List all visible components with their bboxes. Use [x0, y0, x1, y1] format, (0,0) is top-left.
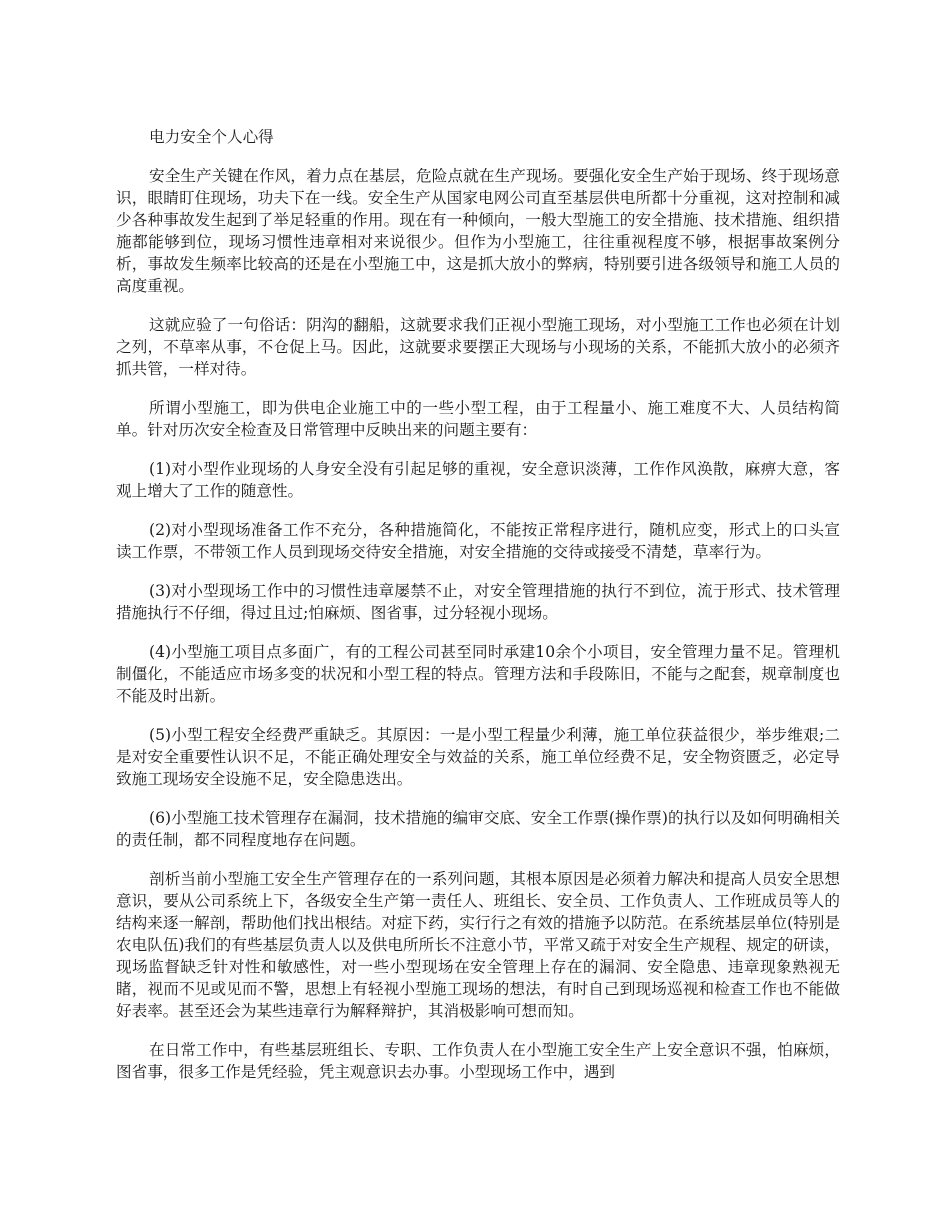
paragraph-issue-6: (6)小型施工技术管理存在漏洞，技术措施的编审交底、安全工作票(操作票)的执行以及如何明确相关的责任制，都不同程度地存在问题。	[116, 809, 840, 849]
paragraph-issue-1: (1)对小型作业现场的人身安全没有引起足够的重视，安全意识淡薄，工作作风涣散，麻痹大意，客观上增大了工作的随意性。	[116, 460, 840, 500]
document-title: 电力安全个人心得	[149, 128, 274, 146]
paragraph-issue-2: (2)对小型现场准备工作不充分，各种措施简化，不能按正常程序进行，随机应变，形式上的口头宣读工作票，不带领工作人员到现场交待安全措施，对安全措施的交待或接受不清楚，草率行为。	[116, 521, 840, 561]
paragraph-intro: 安全生产关键在作风，着力点在基层，危险点就在生产现场。要强化安全生产始于现场、终于现场意识，眼睛盯住现场，功夫下在一线。安全生产从国家电网公司直至基层供电所都十分重视，这对控制和减少各种事故发生起到了举足轻重的作用。现在有一种倾向，一般大型施工的安全措施、技术措施、组织措施都能够到位，现场习惯性违章相对来说很少。但作为小型施工，往往重视程度不够，根据事故案例分析，事故发生频率比较高的还是在小型施工中，这是抓大放小的弊病，特别要引进各级领导和施工人员的高度重视。	[116, 167, 840, 295]
paragraph-definition: 所谓小型施工，即为供电企业施工中的一些小型工程，由于工程量小、施工难度不大、人员结构简单。针对历次安全检查及日常管理中反映出来的问题主要有：	[116, 399, 840, 439]
document-page	[116, 126, 840, 1100]
paragraph-proverb: 这就应验了一句俗话：阴沟的翻船，这就要求我们正视小型施工现场，对小型施工工作也必须在计划之列，不草率从事，不仓促上马。因此，这就要求要摆正大现场与小现场的关系，不能抓大放小的必须齐抓共管，一样对待。	[116, 316, 840, 378]
paragraph-analysis: 剖析当前小型施工安全生产管理存在的一系列问题，其根本原因是必须着力解决和提高人员安全思想意识，要从公司系统上下，各级安全生产第一责任人、班组长、安全员、工作负责人、工作班成员等人的结构来逐一解剖，帮助他们找出根结。对症下药，实行行之有效的措施予以防范。在系统基层单位(特别是农电队伍)我们的有些基层负责人以及供电所所长不注意小节，平常又疏于对安全生产规程、规定的研读，现场监督缺乏针对性和敏感性，对一些小型现场在安全管理上存在的漏洞、安全隐患、违章现象熟视无睹，视而不见或见而不警，思想上有轻视小型施工现场的想法，有时自己到现场巡视和检查工作也不能做好表率。甚至还会为某些违章行为解释辩护，其消极影响可想而知。	[116, 870, 840, 1020]
paragraph-issue-4: (4)小型施工项目点多面广，有的工程公司甚至同时承建10余个小项目，安全管理力量不足。管理机制僵化，不能适应市场多变的状况和小型工程的特点。管理方法和手段陈旧，不能与之配套，规章制度也不能及时出新。	[116, 643, 840, 705]
paragraph-issue-5: (5)小型工程安全经费严重缺乏。其原因：一是小型工程量少利薄，施工单位获益很少，举步维艰;二是对安全重要性认识不足，不能正确处理安全与效益的关系，施工单位经费不足，安全物资匮乏，必定导致施工现场安全设施不足，安全隐患迭出。	[116, 726, 840, 788]
paragraph-issue-3: (3)对小型现场工作中的习惯性违章屡禁不止，对安全管理措施的执行不到位，流于形式、技术管理措施执行不仔细，得过且过;怕麻烦、图省事，过分轻视小现场。	[116, 582, 840, 622]
paragraph-daily-work: 在日常工作中，有些基层班组长、专职、工作负责人在小型施工安全生产上安全意识不强，怕麻烦，图省事，很多工作是凭经验，凭主观意识去办事。小型现场工作中，遇到	[116, 1041, 840, 1081]
